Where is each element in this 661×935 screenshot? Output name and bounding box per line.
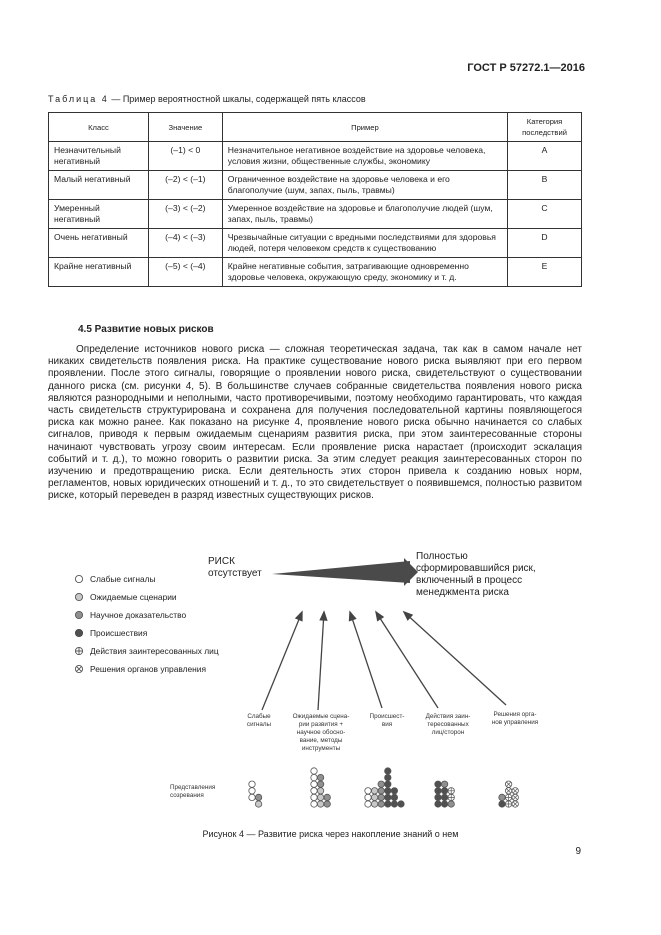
- cell-class: Крайне негативный: [49, 258, 149, 287]
- header-class: Класс: [49, 113, 149, 142]
- cell-category: D: [508, 229, 582, 258]
- arrow-head: [376, 612, 383, 620]
- circle-dark-icon: [435, 801, 441, 807]
- circle-x-icon: [74, 664, 84, 674]
- circle-empty-icon: [365, 794, 371, 800]
- circle-dark-icon: [385, 768, 391, 774]
- circle-dark-icon: [385, 788, 391, 794]
- circle-light-gray-icon: [317, 788, 323, 794]
- circle-gray-icon: [378, 781, 384, 787]
- risk-growth-wedge: [272, 561, 410, 583]
- table-caption-label: Таблица 4: [48, 94, 109, 104]
- circle-empty-icon: [365, 788, 371, 794]
- cell-category: E: [508, 258, 582, 287]
- legend-item: [74, 624, 219, 642]
- circle-cross-icon: [505, 794, 511, 800]
- legend-label: Слабые сигналы: [90, 574, 156, 584]
- stage-incidents: Происшест- вия: [369, 713, 405, 728]
- cell-class: Незначительный негативный: [49, 142, 149, 171]
- circle-cross-icon: [74, 646, 84, 656]
- circle-light-gray-icon: [371, 801, 377, 807]
- circle-dark-icon: [435, 794, 441, 800]
- legend-item: [74, 606, 219, 624]
- stage-expected-scenarios: Ожидаемые сцена- рии развития + научное обосно- вание, методы инструменты: [292, 713, 350, 752]
- cell-class: Умеренный негативный: [49, 200, 149, 229]
- figure-legend: [74, 570, 219, 678]
- circle-light-gray-icon: [371, 788, 377, 794]
- left-label-no-risk: РИСК отсутствует: [208, 556, 262, 579]
- arrow-head: [349, 612, 355, 621]
- circle-dark-icon: [499, 801, 505, 807]
- stage-authority-decisions: Решения орга- нов управления: [491, 711, 539, 726]
- circle-dark-icon: [435, 781, 441, 787]
- circle-gray-icon: [255, 794, 261, 800]
- circle-dark-icon: [441, 794, 447, 800]
- circle-gray-icon: [448, 801, 454, 807]
- circle-empty-icon: [74, 574, 84, 584]
- cell-value: (–5) < (–4): [148, 258, 222, 287]
- legend-item: [74, 642, 219, 660]
- circle-cross-icon: [448, 794, 454, 800]
- circle-gray-icon: [317, 774, 323, 780]
- circle-gray-icon: [74, 610, 84, 620]
- circle-empty-icon: [311, 794, 317, 800]
- circle-dark-icon: [74, 628, 84, 638]
- circle-empty-icon: [249, 781, 255, 787]
- circle-dark-icon: [398, 801, 404, 807]
- circle-empty-icon: [249, 788, 255, 794]
- circle-light-gray-icon: [255, 801, 261, 807]
- cell-category: C: [508, 200, 582, 229]
- circle-dark-icon: [385, 774, 391, 780]
- circle-gray-icon: [324, 794, 330, 800]
- cell-example: Ограниченное воздействие на здоровье человека и его благополучие (шум, запах, пыль, травмы): [222, 171, 507, 200]
- circle-dark-icon: [441, 788, 447, 794]
- circle-light-gray-icon: [371, 794, 377, 800]
- cell-value: (–2) < (–1): [148, 171, 222, 200]
- header-value: Значение: [148, 113, 222, 142]
- circle-empty-icon: [249, 794, 255, 800]
- circle-x-icon: [512, 788, 518, 794]
- circle-x-icon: [512, 794, 518, 800]
- page-number: 9: [575, 846, 581, 857]
- cell-class: Очень негативный: [49, 229, 149, 258]
- circle-empty-icon: [311, 788, 317, 794]
- cell-example: Чрезвычайные ситуации с вредными последствиями для здоровья людей, потеря человеком средств к существованию: [222, 229, 507, 258]
- arrow-head: [296, 612, 302, 621]
- legend-label: Ожидаемые сценарии: [90, 592, 177, 602]
- legend-item: [74, 588, 219, 606]
- cell-value: (–3) < (–2): [148, 200, 222, 229]
- circle-dark-icon: [435, 788, 441, 794]
- legend-label: Действия заинтересованных лиц: [90, 646, 219, 656]
- section-title: 4.5 Развитие новых рисков: [78, 324, 214, 335]
- circle-cross-icon: [505, 801, 511, 807]
- header-category: Категория последствий: [508, 113, 582, 142]
- circle-gray-icon: [499, 794, 505, 800]
- stage-arrow: [404, 612, 506, 705]
- stage-arrow: [262, 612, 302, 710]
- cell-example: Крайне негативные события, затрагивающие одновременно здоровье человека, окружающую среду, экономику и т. д.: [222, 258, 507, 287]
- legend-item: [74, 660, 219, 678]
- maturity-label: Представления созревания: [170, 784, 216, 799]
- section-paragraph: Определение источников нового риска — сложная теоретическая задача, так как в самом начале нет никаких свидетельств появления риска. На практике существование нового риска выявляют при его первом проявлении. После этого сигналы, говорящие о проявлении нового риска, свидетельствуют о существовании данного риска (см. рисунки 4, 5). В большинстве случаев собранные свидетельства появления нового риска являются разнородными и неполными, часто противоречивыми, поэтому необходимо гарантировать, что каждая часть свидетельств структурирована и сохранена для получения последовательной картины появляющегося риска как можно ранее. Как показано на рисунке 4, проявление нового риска обычно начинается со слабых сигналов, приводя к первым ожидаемым сценариям развития риска, при этом заинтересованные стороны начинают чувствовать угрозу своим интересам. Если проявление риска нарастает (происходит эскалация событий и т. д.), то можно говорить о развитии риска. За этим следует реакция заинтересованных сторон по изучению и предотвращению риска. Если деятельность этих сторон привела к созданию новых норм, регламентов, новых юридических отношений и т. д., то это свидетельствует о появившемся, полностью развитом риске, который переведен в разряд известных существующих рисков.: [48, 344, 582, 502]
- standard-id: ГОСТ Р 57272.1—2016: [467, 62, 585, 74]
- circle-light-gray-icon: [317, 801, 323, 807]
- stage-arrow: [376, 612, 438, 708]
- circle-x-icon: [512, 801, 518, 807]
- circle-dark-icon: [391, 794, 397, 800]
- stage-arrow: [350, 612, 382, 708]
- figure-caption: Рисунок 4 — Развитие риска через накопление знаний о нем: [202, 829, 459, 839]
- circle-dark-icon: [385, 794, 391, 800]
- circle-dark-icon: [385, 801, 391, 807]
- circle-dark-icon: [391, 801, 397, 807]
- circle-gray-icon: [324, 801, 330, 807]
- circle-empty-icon: [311, 781, 317, 787]
- legend-label: Происшествия: [90, 628, 148, 638]
- table-caption-text: — Пример вероятностной шкалы, содержащей пять классов: [111, 94, 366, 104]
- circle-gray-icon: [378, 801, 384, 807]
- stage-stakeholder-actions: Действия заин- тересованных лиц/сторон: [425, 713, 471, 736]
- circle-x-icon: [505, 781, 511, 787]
- cell-category: A: [508, 142, 582, 171]
- circle-gray-icon: [378, 794, 384, 800]
- right-label-full-risk: Полностью сформировавшийся риск, включенный в процесс менеджмента риска: [416, 551, 536, 598]
- arrow-head: [320, 612, 326, 620]
- header-example: Пример: [222, 113, 507, 142]
- cell-class: Малый негативный: [49, 171, 149, 200]
- circle-light-gray-icon: [74, 592, 84, 602]
- circle-gray-icon: [317, 781, 323, 787]
- cell-category: B: [508, 171, 582, 200]
- stage-arrow: [318, 612, 324, 710]
- stage-weak-signals: Слабые сигналы: [246, 713, 272, 728]
- circle-light-gray-icon: [317, 794, 323, 800]
- circle-gray-icon: [441, 781, 447, 787]
- circle-gray-icon: [378, 788, 384, 794]
- cell-value: (–1) < 0: [148, 142, 222, 171]
- circle-empty-icon: [365, 801, 371, 807]
- circle-dark-icon: [385, 781, 391, 787]
- circle-dark-icon: [441, 801, 447, 807]
- circle-x-icon: [505, 788, 511, 794]
- legend-item: [74, 570, 219, 588]
- circle-dark-icon: [391, 788, 397, 794]
- cell-example: Незначительное негативное воздействие на здоровье человека, условия жизни, общественные службы, экономику: [222, 142, 507, 171]
- circle-empty-icon: [311, 774, 317, 780]
- cell-value: (–4) < (–3): [148, 229, 222, 258]
- circle-empty-icon: [311, 768, 317, 774]
- circle-cross-icon: [448, 788, 454, 794]
- legend-label: Научное доказательство: [90, 610, 187, 620]
- legend-label: Решения органов управления: [90, 664, 206, 674]
- cell-example: Умеренное воздействие на здоровье и благополучие людей (шум, запах, пыль, травмы): [222, 200, 507, 229]
- circle-empty-icon: [311, 801, 317, 807]
